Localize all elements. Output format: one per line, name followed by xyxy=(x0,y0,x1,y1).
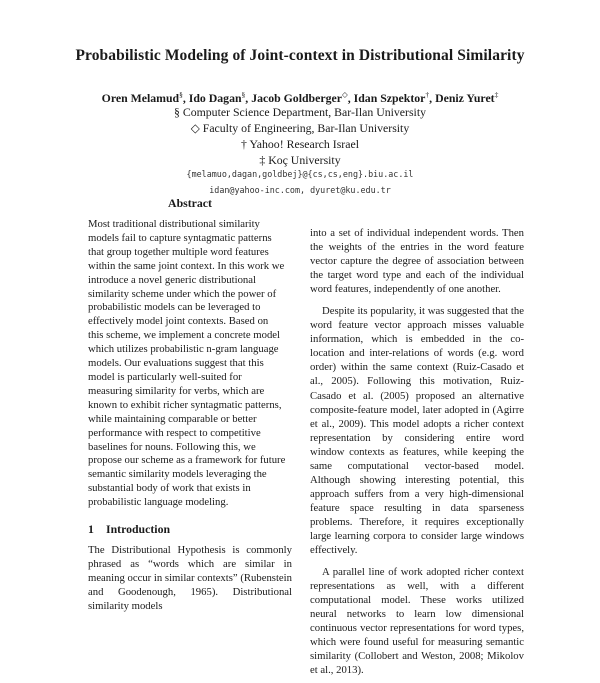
author-name: Ido Dagan xyxy=(188,90,242,105)
author-mark: § xyxy=(241,90,246,99)
author-mark: § xyxy=(179,90,183,99)
abstract-heading: Abstract xyxy=(168,196,212,210)
affiliation: ◇ Faculty of Engineering, Bar-Ilan University xyxy=(190,121,410,135)
affiliation-list xyxy=(0,104,600,168)
right-column xyxy=(310,226,524,683)
body-paragraph: into a set of individual independent words. Then the weights of the entries in the word feature vector capture the degree of association between the target word type and each of the individual word features, independently of one another. xyxy=(310,227,524,296)
affiliation: † Yahoo! Research Israel xyxy=(241,137,359,151)
abstract-text: Most traditional distributional similarity models fail to capture syntagmatic patterns that group together multiple word features within the same joint context. In this work we introduce a novel generic distributional similarity scheme under which the power of probabilistic models can be leveraged to effectively model joint contexts. Based on this scheme, we implement a concrete model which utilizes probabilistic n-gram language models. Our evaluations suggest that this model is particularly well-suited for measuring similarity for verbs, which are known to exhibit richer syntagmatic patterns, while maintaining comparable or better performance with respect to competitive baselines for nouns. Following this, we propose our scheme as a framework for future semantic similarity models leveraging the substantial body of work that exists in probabilistic language modeling. xyxy=(88,218,286,509)
body-paragraph: A parallel line of work adopted richer context representations as well, with a different computational model. These works utilized neural networks to learn low dimensional continuous vector representations for word types, which were found useful for measuring semantic similarity (Collobert and Weston, 2008; Mikolov et al., 2013). xyxy=(310,566,524,677)
left-column xyxy=(88,196,292,619)
author-name: Idan Szpektor xyxy=(353,90,426,105)
email-line: idan@yahoo-inc.com, dyuret@ku.edu.tr xyxy=(209,185,391,195)
paper-title: Probabilistic Modeling of Joint-context in Distributional Similarity xyxy=(75,47,525,64)
author-list: Oren Melamud§, Ido Dagan§, Jacob Goldberger◇, Idan Szpektor†, Deniz Yuret‡ xyxy=(101,90,499,105)
intro-paragraph: The Distributional Hypothesis is commonly phrased as “words which are similar in meaning occur in similar contexts” (Rubenstein and Goodenough, 1965). Distributional similarity models xyxy=(88,544,292,613)
body-paragraph: Despite its popularity, it was suggested that the word feature vector approach misses valuable information, which is embedded in the co-location and inter-relations of words (e.g. word order) within the same context (Ruiz-Casado et al., 2005). Following this motivation, Ruiz-Casado et al. (2005) proposed an alternative composite-feature model, later adopted in (Agirre et al., 2009). This model adopts a richer context representation by considering entire word window contexts as features, while keeping the same computational vector-based model. Although showing interesting potential, this approach suffers from a very high-dimensional feature space resulting in data sparseness problems. Therefore, it requires exceptionally large learning corpora to consider large windows effectively. xyxy=(310,305,524,557)
author-name: Deniz Yuret xyxy=(435,90,495,105)
affiliation: ‡ Koç University xyxy=(259,153,341,167)
email-line: {melamuo,dagan,goldbej}@{cs,cs,eng}.biu.ac.il xyxy=(186,169,414,179)
author-mark: † xyxy=(425,90,430,99)
author-mark: ◇ xyxy=(341,90,348,99)
author-name: Oren Melamud xyxy=(101,90,180,105)
author-mark: ‡ xyxy=(494,90,499,99)
section-number: 1 xyxy=(88,522,94,537)
email-list xyxy=(0,166,600,198)
section-heading xyxy=(88,522,292,537)
section-title: Introduction xyxy=(106,522,171,537)
author-name: Jacob Goldberger xyxy=(251,90,342,105)
affiliation: § Computer Science Department, Bar-Ilan University xyxy=(173,105,426,119)
